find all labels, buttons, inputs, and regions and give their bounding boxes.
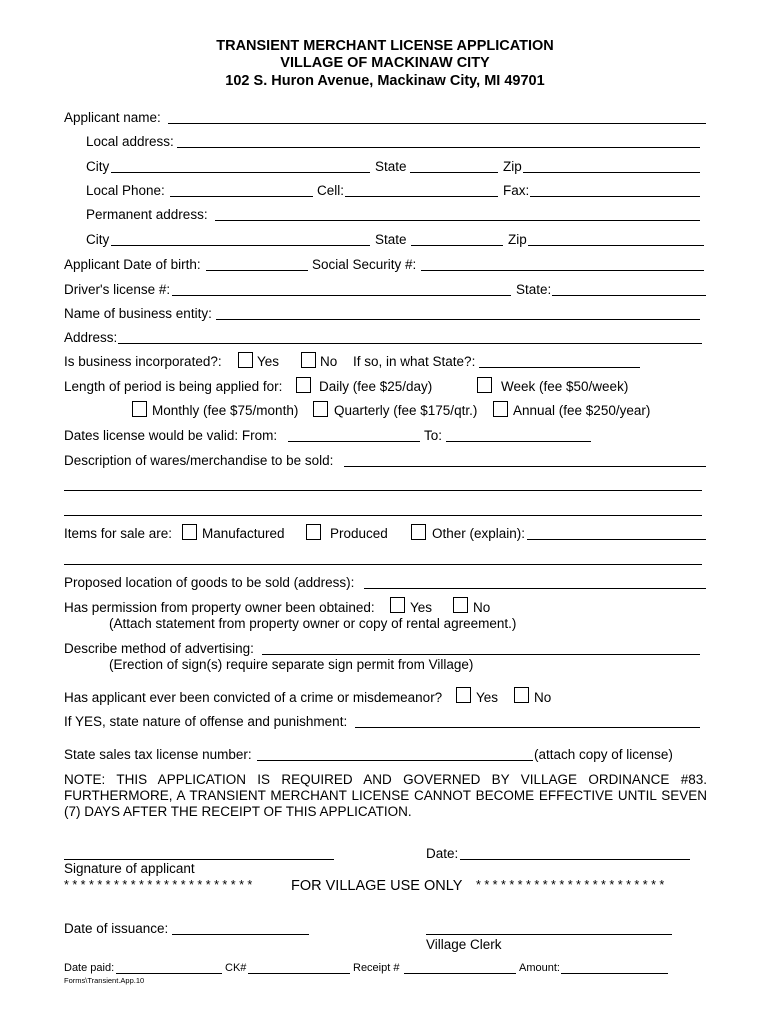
monthly-checkbox[interactable] xyxy=(132,401,147,417)
local-state-label: State xyxy=(375,159,407,174)
permanent-address-field[interactable] xyxy=(215,220,700,221)
cell-field[interactable] xyxy=(345,196,498,197)
village-clerk-label: Village Clerk xyxy=(426,937,502,952)
advertising-field[interactable] xyxy=(262,654,700,655)
advertising-label: Describe method of advertising: xyxy=(64,641,254,656)
attach-copy-note: (attach copy of license) xyxy=(534,747,673,762)
stars-left: * * * * * * * * * * * * * * * * * * * * * * * xyxy=(64,878,253,892)
proposed-location-label: Proposed location of goods to be sold (address): xyxy=(64,575,355,590)
local-address-field[interactable] xyxy=(177,147,700,148)
form-title: TRANSIENT MERCHANT LICENSE APPLICATION xyxy=(216,38,554,54)
permanent-city-label: City xyxy=(86,232,110,247)
permanent-state-label: State xyxy=(375,232,407,247)
drivers-license-field[interactable] xyxy=(172,295,511,296)
permission-yes-label: Yes xyxy=(410,600,433,615)
ck-field[interactable] xyxy=(248,973,350,974)
week-checkbox[interactable] xyxy=(477,377,492,393)
other-label: Other (explain): xyxy=(432,526,526,541)
dl-state-field[interactable] xyxy=(552,295,706,296)
daily-checkbox[interactable] xyxy=(296,377,311,393)
local-zip-label: Zip xyxy=(503,159,522,174)
description-label: Description of wares/merchandise to be sold: xyxy=(64,453,334,468)
produced-label: Produced xyxy=(330,526,388,541)
other-explain-field[interactable] xyxy=(527,539,706,540)
items-for-sale-label: Items for sale are: xyxy=(64,526,173,541)
business-address-label: Address: xyxy=(64,330,118,345)
permission-no-label: No xyxy=(473,600,491,615)
local-zip-field[interactable] xyxy=(523,172,700,173)
business-entity-field[interactable] xyxy=(216,319,700,320)
fax-label: Fax: xyxy=(503,183,530,198)
date-of-issuance-field[interactable] xyxy=(172,934,309,935)
local-phone-field[interactable] xyxy=(170,196,313,197)
convicted-yes-checkbox[interactable] xyxy=(456,687,471,703)
other-explain-line-2[interactable] xyxy=(64,564,702,565)
local-address-label: Local address: xyxy=(86,134,174,149)
convicted-no-label: No xyxy=(534,690,552,705)
convicted-label: Has applicant ever been convicted of a crime or misdemeanor? xyxy=(64,690,443,705)
sales-tax-field[interactable] xyxy=(257,760,533,761)
fax-field[interactable] xyxy=(530,196,700,197)
date-paid-label: Date paid: xyxy=(64,962,115,974)
incorporated-yes-checkbox[interactable] xyxy=(238,352,253,368)
ordinance-note: NOTE: THIS APPLICATION IS REQUIRED AND GOVERNED BY VILLAGE ORDINANCE #83. FURTHERMORE, A TRANSIENT MERCHANT LICENSE CANNOT BECOME EFFECTIVE UNTIL SEVEN (7) DAYS AFTER THE RECEIPT OF THIS APPLICATION. xyxy=(64,772,707,819)
attach-statement-note: (Attach statement from property owner or copy of rental agreement.) xyxy=(109,616,517,631)
village-name: VILLAGE OF MACKINAW CITY xyxy=(280,55,490,71)
business-entity-label: Name of business entity: xyxy=(64,306,212,321)
annual-label: Annual (fee $250/year) xyxy=(513,403,651,418)
amount-field[interactable] xyxy=(561,973,668,974)
local-city-label: City xyxy=(86,159,110,174)
from-date-field[interactable] xyxy=(288,441,420,442)
incorporated-label: Is business incorporated?: xyxy=(64,354,222,369)
convicted-yes-label: Yes xyxy=(476,690,499,705)
drivers-license-label: Driver's license #: xyxy=(64,282,171,297)
local-state-field[interactable] xyxy=(410,172,498,173)
to-date-field[interactable] xyxy=(446,441,591,442)
receipt-field[interactable] xyxy=(404,973,516,974)
dl-state-label: State: xyxy=(516,282,552,297)
daily-label: Daily (fee $25/day) xyxy=(319,379,433,394)
description-field[interactable] xyxy=(344,466,706,467)
produced-checkbox[interactable] xyxy=(306,524,321,540)
receipt-label: Receipt # xyxy=(353,962,400,974)
sign-permit-note: (Erection of sign(s) require separate sign permit from Village) xyxy=(109,657,474,672)
quarterly-checkbox[interactable] xyxy=(313,401,328,417)
offense-label: If YES, state nature of offense and punishment: xyxy=(64,714,348,729)
local-phone-label: Local Phone: xyxy=(86,183,165,198)
cell-label: Cell: xyxy=(317,183,345,198)
village-clerk-signature-field[interactable] xyxy=(426,934,672,935)
amount-label: Amount: xyxy=(519,962,560,974)
business-address-field[interactable] xyxy=(118,343,702,344)
permanent-state-field[interactable] xyxy=(411,245,503,246)
incorporated-state-field[interactable] xyxy=(479,367,640,368)
ssn-label: Social Security #: xyxy=(312,257,417,272)
other-checkbox[interactable] xyxy=(411,524,426,540)
incorporated-no-label: No xyxy=(320,354,338,369)
offense-field[interactable] xyxy=(355,727,700,728)
applicant-name-label: Applicant name: xyxy=(64,110,161,125)
to-label: To: xyxy=(424,428,443,443)
village-address: 102 S. Huron Avenue, Mackinaw City, MI 49701 xyxy=(225,73,545,89)
signature-date-label: Date: xyxy=(426,846,459,861)
sales-tax-label: State sales tax license number: xyxy=(64,747,252,762)
monthly-label: Monthly (fee $75/month) xyxy=(152,403,299,418)
signature-date-field[interactable] xyxy=(460,859,690,860)
period-label: Length of period is being applied for: xyxy=(64,379,283,394)
permission-yes-checkbox[interactable] xyxy=(390,597,405,613)
signature-label: Signature of applicant xyxy=(64,861,195,876)
permanent-zip-field[interactable] xyxy=(528,245,704,246)
stars-right: * * * * * * * * * * * * * * * * * * * * * * * xyxy=(476,878,665,892)
description-line-2[interactable] xyxy=(64,490,702,491)
permanent-zip-label: Zip xyxy=(508,232,527,247)
quarterly-label: Quarterly (fee $175/qtr.) xyxy=(334,403,478,418)
form-id: Forms\Transient.App.10 xyxy=(64,976,145,985)
dates-valid-label: Dates license would be valid: From: xyxy=(64,428,278,443)
manufactured-checkbox[interactable] xyxy=(182,524,197,540)
proposed-location-field[interactable] xyxy=(364,588,706,589)
permanent-city-field[interactable] xyxy=(111,245,370,246)
manufactured-label: Manufactured xyxy=(202,526,285,541)
annual-checkbox[interactable] xyxy=(493,401,508,417)
convicted-no-checkbox[interactable] xyxy=(514,687,529,703)
date-paid-field[interactable] xyxy=(116,973,222,974)
incorporated-no-checkbox[interactable] xyxy=(301,352,316,368)
week-label: Week (fee $50/week) xyxy=(501,379,629,394)
permission-label: Has permission from property owner been obtained: xyxy=(64,600,375,615)
signature-field[interactable] xyxy=(64,859,334,860)
ssn-field[interactable] xyxy=(421,270,704,271)
permanent-address-label: Permanent address: xyxy=(86,207,208,222)
dob-field[interactable] xyxy=(206,270,308,271)
ck-label: CK# xyxy=(225,962,247,974)
local-city-field[interactable] xyxy=(111,172,370,173)
date-of-issuance-label: Date of issuance: xyxy=(64,921,169,936)
incorporated-state-label: If so, in what State?: xyxy=(353,354,476,369)
dob-label: Applicant Date of birth: xyxy=(64,257,201,272)
village-use-label: FOR VILLAGE USE ONLY xyxy=(291,878,463,894)
applicant-name-field[interactable] xyxy=(168,123,706,124)
description-line-3[interactable] xyxy=(64,515,702,516)
permission-no-checkbox[interactable] xyxy=(453,597,468,613)
incorporated-yes-label: Yes xyxy=(257,354,280,369)
